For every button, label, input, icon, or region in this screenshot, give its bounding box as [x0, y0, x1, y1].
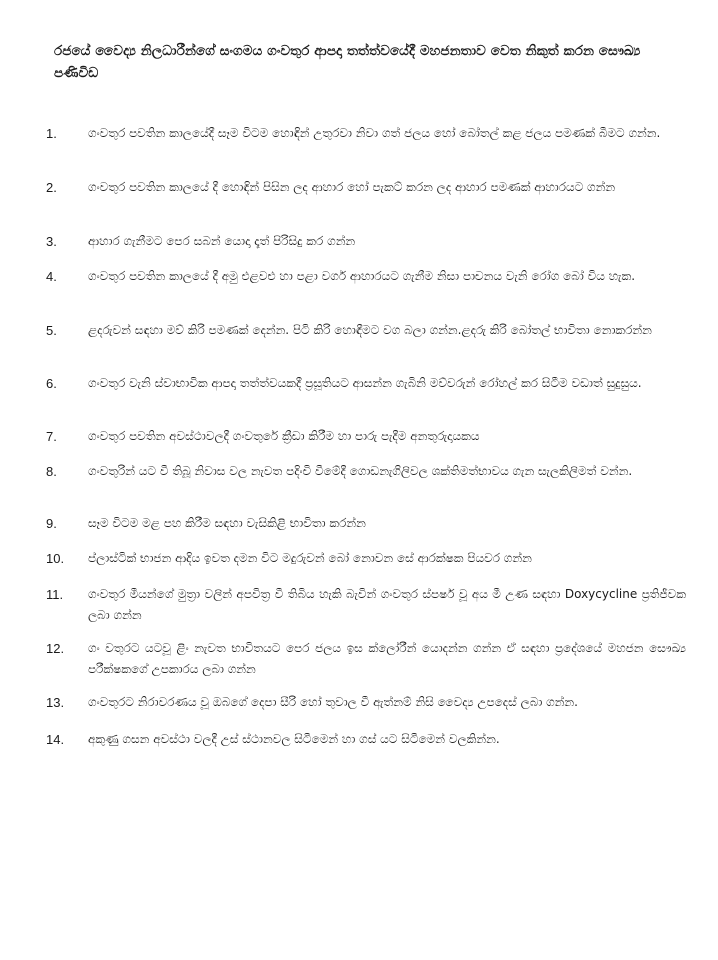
item-number: 1. — [46, 126, 57, 141]
item-text: අකුණු ගසන අවස්ථා වලදී උස් ස්ථානවල සිටීමෙන් හා ගස් යට සිටීමෙන් වලකින්න. — [88, 732, 500, 746]
item-number: 7. — [46, 429, 57, 444]
item-text: ගංවතුර පවතින අවස්ථාවලදී ගංවතුරේ ක්‍රීඩා කිරීම හා පාරු පැදීම අනතුරුදායකය — [88, 429, 480, 443]
item-number: 8. — [46, 464, 57, 479]
item-text: ගංවතුර පවතින කාලයේදී සෑම විටම හොඳින් උතුරවා නිවා ගත් ජලය හෝ බෝතල් කළ ජලය පමණක් බීමට ගන්න. — [88, 126, 661, 140]
item-text: සෑම විටම මළ පහ කිරීම සඳහා වැසිකිළි භාවිතා කරන්න — [88, 516, 366, 530]
item-number: 13. — [46, 695, 65, 710]
item-text: ප්ලාස්ටික් භාජන ආදිය ඉවත දමන විට මදුරුවන් බෝ නොවන සේ ආරක්ෂක පියවර ගන්න — [88, 551, 532, 565]
item-number: 2. — [46, 180, 57, 195]
item-number: 3. — [46, 234, 57, 249]
item-text: ගංවතුර මීයන්ගේ මුත්‍රා වලින් අපවිත්‍ර වී තිබිය හැකි බැවින් ගංවතුර ස්පර්ෂ වූ අය මී උණ සඳහා Doxycycline ප්‍රතිජීවක ලබා ගන්න — [88, 587, 686, 622]
item-text: ගං වතුරට යටවූ ළිං නැවත භාවිතයට පෙර ජලය ඉස ක්ලෝරීන් යොදන්න ගන්න ඒ සඳහා ප්‍රදේශයේ මහජන සෞඛ්‍ය පරීක්ෂකගේ උපකාරය ලබා ගන්න — [88, 641, 686, 676]
item-text: ගංවතුර වැනි ස්වාභාවික ආපදා තත්ත්වයකදී ප්‍රසූතියට ආසන්න ගැබිනි මව්වරුන් රෝහල් කර සිටීම වඩාත් සුදුසුය. — [88, 376, 642, 390]
item-text: ගංවතුර පවතින කාලයේ දී හොඳින් පිසින ලද ආහාර හෝ පැකට් කරන ලද ආහාර පමණක් ආහාරයට ගන්න — [88, 180, 616, 194]
item-number: 11. — [46, 587, 64, 602]
item-text: ගංවතුරින් යට වී තිබූ නිවාස වල නැවත පදිංචි වීමේදී ගොඩනැගිලිවල ශක්තිමත්භාවය ගැන සැලකිලිමත් වන්න. — [88, 464, 633, 478]
item-text: ආහාර ගැනීමට පෙර සබන් යොදා දෑත් පිරිසිදු කර ගන්න — [88, 234, 356, 248]
item-text: ළදරුවන් සඳහා මව් කිරි පමණක් දෙන්න. පිටි කිරි හොඳීමට වග බලා ගන්න.ළදරු කිරි බෝතල් භාවිතා නොකරන්න — [88, 323, 652, 337]
item-number: 6. — [46, 376, 57, 391]
item-number: 9. — [46, 516, 57, 531]
item-number: 4. — [46, 269, 57, 284]
item-number: 14. — [46, 732, 65, 747]
item-text: ගංවතුර පවතින කාලයේ දී අමු එළවළු හා පළා වර්ග ආහාරයට ගැනීම නිසා පාචනය වැනි රෝග බෝ විය හැක. — [88, 269, 636, 283]
document-title: රජයේ වෛද්‍ය නිලධාරීන්ගේ සංගමය ගංවතුර ආපදා තත්ත්වයේදී මහජනතාව වෙත නිකුත් කරන සෞඛ්‍ය පණිවිඩ — [54, 43, 641, 81]
item-text: ගංවතුරට නිරාවරණය වූ ඔබගේ දෙපා සීරි හෝ තුවාල වී ඇත්නම් නිසි වෛද්‍ය උපදෙස් ලබා ගන්න. — [88, 695, 578, 709]
item-number: 10. — [46, 551, 65, 566]
item-number: 5. — [46, 323, 57, 338]
item-number: 12. — [46, 641, 65, 656]
